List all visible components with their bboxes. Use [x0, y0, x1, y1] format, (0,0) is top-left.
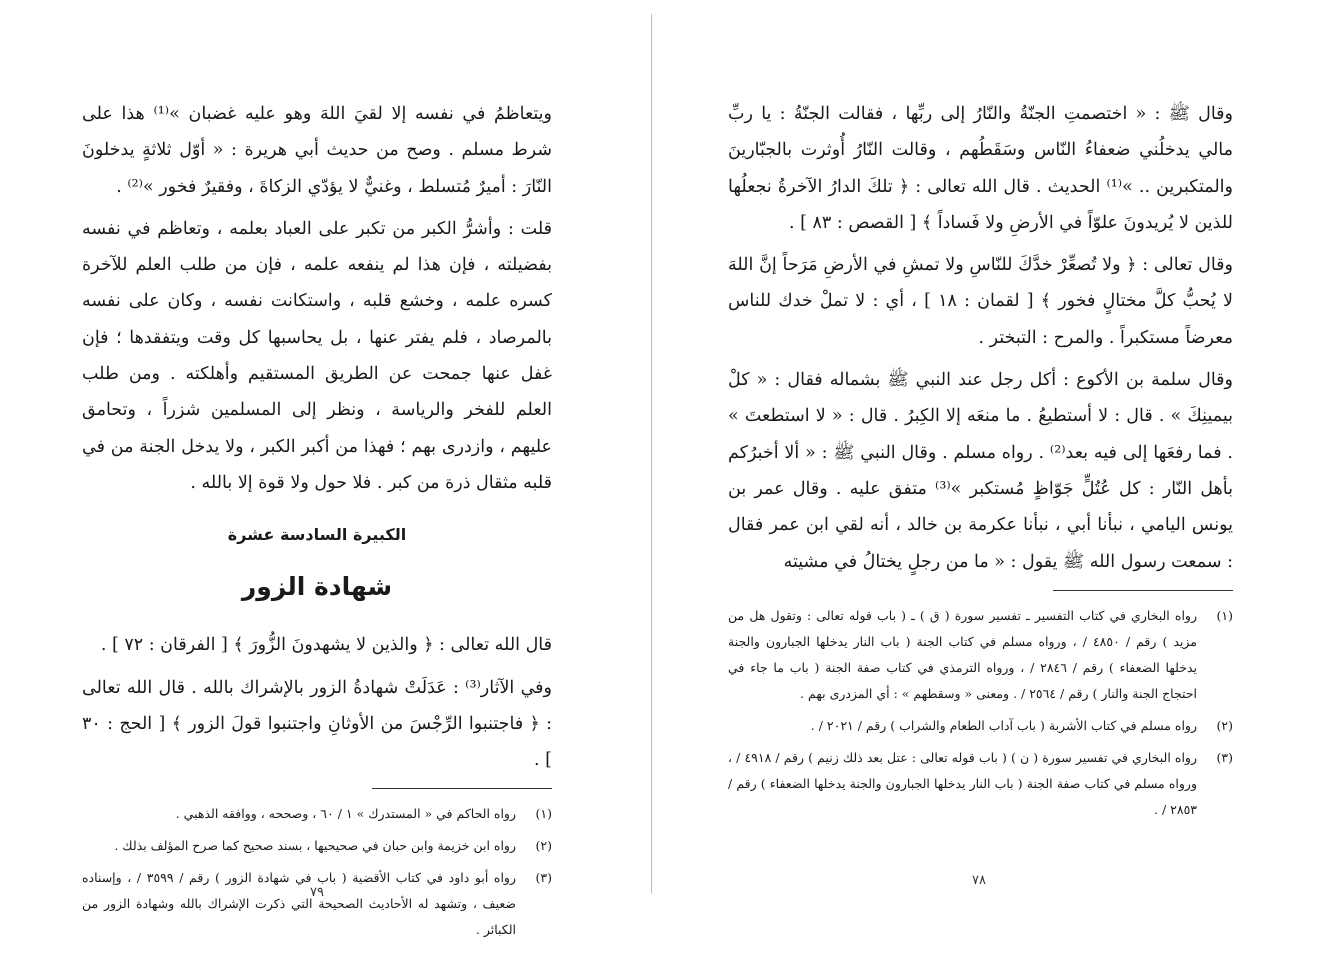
right-footnotes: [728, 603, 1233, 823]
footnote-text: رواه ابن خزيمة وابن حبان في صحيحيها ، بسند صحيح كما صرح المؤلف بذلك .: [114, 838, 516, 854]
footnote-number: (١): [535, 806, 552, 822]
left-paragraph-1: ويتعاظمُ في نفسه إلا لقيَ اللهَ وهو عليه غضبان »⁽¹⁾ هذا على شرط مسلم . وصح من حديث أبي هريرة : « أوّل ثلاثةٍ يدخلونَ النّارَ : أميرٌ مُتسلط ، وغنيٌّ لا يؤدّي الزكاةَ ، وفقيرٌ فخور »⁽²⁾ .: [82, 104, 552, 197]
page-gutter: [651, 14, 652, 894]
footnote: [82, 865, 552, 943]
left-paragraph-2: قلت : وأشرُّ الكبر من تكبر على العباد بعلمه ، وتعاظم في نفسه بفضيلته ، فإن هذا لم ينفعه علمه ، فإن من طلب العلم للآخرة كسره علمه ، وخشع قلبه ، واستكانت نفسه ، وكان على نفسه بالمرصاد ، فلم يفتر عنها ، بل يحاسبها كل وقت ويتفقدها ؛ فإن غفل عنها جمحت عن الطريق المستقيم وأهلكته . ومن طلب العلم للفخر والرياسة ، ونظر إلى المسلمين شزراً ، وتحامق عليهم ، وازدرى بهم ؛ فهذا من أكبر الكبر ، ولا يدخل الجنة من في قلبه مثقال ذرة من كبر . فلا حول ولا قوة إلا بالله .: [82, 218, 552, 493]
footnote-number: (١): [1216, 607, 1233, 623]
left-page-number: ٧٩: [310, 885, 324, 900]
footnote: [728, 745, 1233, 823]
footnote-text: رواه البخاري في كتاب التفسير ـ تفسير سورة ( ق ) ـ ( باب قوله تعالى : وتقول هل من مزيد ) رقم / ٤٨٥٠ / ، ورواه مسلم في كتاب الجنة ( باب النار يدخلها الجبارون والجنة يدخلها الضعفاء ) رقم / ٢٨٤٦ / ، ورواه الترمذي في كتاب صفة الجنة ( باب ما جاء في احتجاج الجنة والنار ) رقم / ٢٥٦٤ / . ومعنى « وسقطهم » : أي المزدرى بهم .: [728, 607, 1198, 701]
left-paragraph-3: قال الله تعالى : ﴿ والذين لا يشهدونَ الزُّورَ ﴾ [ الفرقان : ٧٢ ] .: [100, 635, 552, 656]
right-page: [728, 96, 1233, 829]
footnote: [82, 833, 552, 859]
footnote: [728, 603, 1233, 707]
footnote-number: (٣): [1216, 749, 1233, 765]
left-page: [82, 96, 552, 949]
footnote-text: رواه الحاكم في « المستدرك » ١ / ٦٠ ، وصححه ، ووافقه الذهبي .: [175, 806, 516, 822]
footnote-number: (٢): [535, 838, 552, 854]
footnote-text: رواه أبو داود في كتاب الأقضية ( باب في شهادة الزور ) رقم / ٣٥٩٩ / ، وإسناده ضعيف ، وتشهد له الأحاديث الصحيحة التي ذكرت الإشراك بالله وشهادة الزور من الكبائر .: [82, 870, 516, 938]
footnote-text: رواه مسلم في كتاب الأشربة ( باب آداب الطعام والشراب ) رقم / ٢٠٢١ / .: [810, 717, 1197, 733]
footnote-separator: [1053, 590, 1233, 591]
footnote-number: (٢): [1216, 717, 1233, 733]
footnote: [728, 713, 1233, 739]
section-label: الكبيرة السادسة عشرة: [227, 525, 407, 545]
footnote-separator: [372, 788, 552, 789]
right-paragraph-1: وقال ﷺ : « اختصمتِ الجنّةُ والنّارُ إلى ربِّها ، فقالت الجنّةُ : يا ربِّ مالي يدخلُني ضعفاءُ النّاس وسَقَطُهم ، وقالت النّارُ أُوثرت بالجبّارينَ والمتكبرين .. »⁽¹⁾ الحديث . قال الله تعالى : ﴿ تلكَ الدارُ الآخرةُ نجعلُها للذين لا يُريدونَ علوّاً في الأرضِ ولا فَساداً ﴾ [ القصص : ٨٣ ] .: [728, 104, 1233, 233]
footnote-number: (٣): [535, 870, 552, 886]
right-page-number: ٧٨: [972, 873, 986, 888]
footnote: [82, 801, 552, 827]
right-paragraph-2: وقال تعالى : ﴿ ولا تُصعِّرْ خدَّكَ للنّاسِ ولا تمشِ في الأرضِ مَرَحاً إنَّ اللهَ لا يُحبُّ كلَّ مختالٍ فخور ﴾ [ لقمان : ١٨ ] ، أي : لا تملْ خدك للناس معرضاً مستكبراً . والمرح : التبختر .: [728, 255, 1233, 348]
footnote-text: رواه البخاري في تفسير سورة ( ن ) ( باب قوله تعالى : عتل بعد ذلك زنيم ) رقم / ٤٩١٨ / ، ورواه مسلم في كتاب صفة الجنة ( باب النار يدخلها الجبارون والجنة يدخلها الضعفاء ) رقم / ٢٨٥٣ / .: [728, 749, 1197, 817]
section-title: شهادة الزور: [241, 572, 393, 602]
left-footnotes: [82, 801, 552, 943]
left-paragraph-4: وفي الآثار⁽³⁾ : عَدَلَتْ شهادةُ الزور بالإشراك بالله . قال الله تعالى : ﴿ فاجتنبوا الرِّجْسَ من الأوثانِ واجتنبوا قولَ الزور ﴾ [ الحج : ٣٠ ] .: [82, 677, 552, 771]
right-paragraph-3: وقال سلمة بن الأكوع : أكل رجل عند النبي ﷺ بشماله فقال : « كلْ بيمينِكَ » . قال : لا أستطيعُ . ما منعَه إلا الكِبرُ . قال : « لا استطعتَ » . فما رفعَها إلى فيه بعد⁽²⁾ . رواه مسلم . وقال النبي ﷺ : « ألا أخبرُكم بأهل النّار : كل عُتُلٍّ جَوّاظٍ مُستكبر »⁽³⁾ متفق عليه . وقال عمر بن يونس اليامي ، نبأنا أبي ، نبأنا عكرمة بن خالد ، أنه لقي ابن عمر فقال : سمعت رسول الله ﷺ يقول : « ما من رجلٍ يختالُ في مشيته: [728, 370, 1233, 572]
